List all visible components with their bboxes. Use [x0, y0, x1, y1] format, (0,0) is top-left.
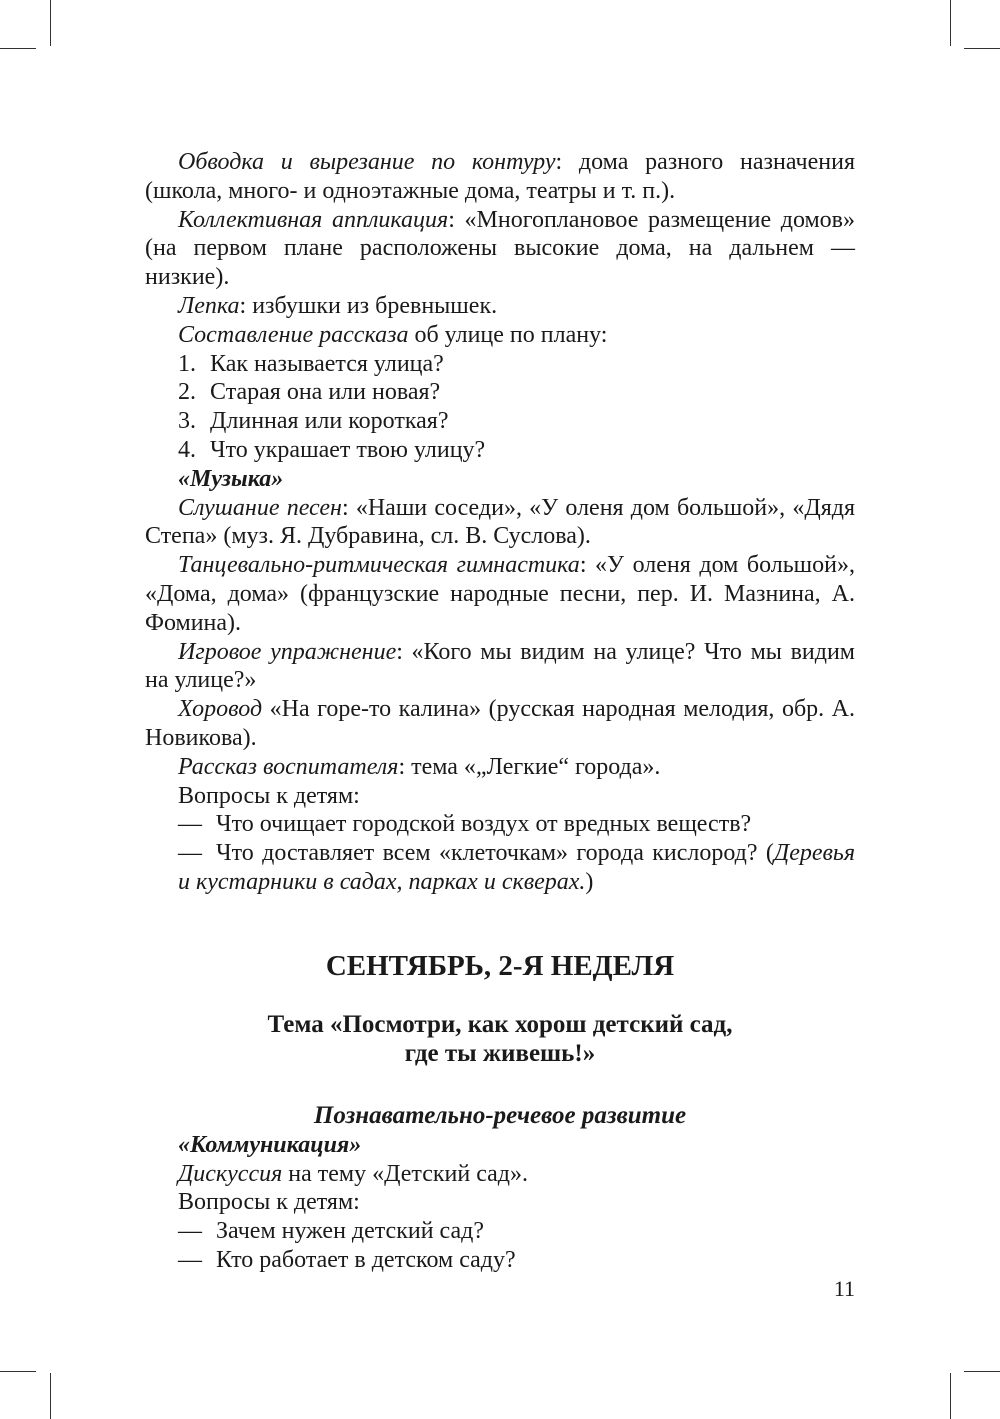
crop-mark	[950, 1373, 951, 1419]
crop-mark	[0, 48, 36, 49]
page-number: 11	[833, 1276, 855, 1301]
list-item: 1. Как называется улица?	[178, 350, 444, 377]
crop-mark	[950, 0, 951, 46]
question-item: — Что очищает городской воздух от вредных веществ?	[178, 811, 752, 838]
paragraph-game-exercise: Игровое упражнение: «Кого мы видим на улице? Что мы видим на улице?»	[145, 638, 855, 694]
theme-title-line1: Тема «Посмотри, как хорош детский сад,	[267, 1010, 733, 1038]
questions-label: Вопросы к детям:	[178, 1189, 360, 1216]
crop-mark	[50, 0, 51, 46]
paragraph-discussion: Дискуссия на тему «Детский сад».	[178, 1160, 528, 1187]
paragraph-gymnastics: Танцевально-ритмическая гимнастика: «У оленя дом большой», «Дома, дома» (французские народные песни, пер. И. Мазнина, А. Фомина).	[145, 552, 855, 636]
crop-mark	[0, 1371, 36, 1372]
communication-heading: «Коммуникация»	[178, 1131, 362, 1158]
paragraph-teacher-story: Рассказ воспитателя: тема «„Легкие“ города».	[178, 753, 661, 780]
page-content	[145, 148, 855, 1275]
music-heading: «Музыка»	[178, 465, 284, 492]
paragraph-applique: Коллективная аппликация: «Многоплановое размещение домов» (на первом плане расположены высокие дома, на дальнем — низкие).	[145, 206, 856, 291]
questions-label: Вопросы к детям:	[178, 782, 360, 809]
paragraph-story: Составление рассказа об улице по плану:	[178, 321, 608, 348]
crop-mark	[50, 1373, 51, 1419]
paragraph-tracing: Обводка и вырезание по контуру: дома разного назначения (школа, много- и одноэтажные дома, театры и т. п.).	[145, 149, 856, 204]
paragraph-listening: Слушание песен: «Наши соседи», «У оленя дом большой», «Дядя Степа» (муз. Я. Дубравина, сл. В. Суслова).	[145, 494, 855, 550]
list-item: 4. Что украшает твою улицу?	[178, 436, 486, 463]
section-title: СЕНТЯБРЬ, 2-Я НЕДЕЛЯ	[325, 949, 675, 982]
question-item: — Кто работает в детском саду?	[178, 1246, 516, 1273]
list-item: 3. Длинная или короткая?	[178, 408, 449, 435]
theme-title-line2: где ты живешь!»	[404, 1039, 596, 1067]
crop-mark	[964, 48, 1000, 49]
crop-mark	[964, 1371, 1000, 1372]
list-item: 2. Старая она или новая?	[178, 379, 441, 406]
subsection-title: Познавательно-речевое развитие	[313, 1101, 687, 1129]
paragraph-round-dance: Хоровод «На горе-то калина» (русская народная мелодия, обр. А. Новикова).	[145, 696, 855, 751]
paragraph-modeling: Лепка: избушки из бревнышек.	[178, 292, 498, 319]
question-item: — Что доставляет всем «клеточкам» города кислород? (Деревья и кустарники в садах, парках и скверах.)	[178, 840, 855, 895]
question-item: — Зачем нужен детский сад?	[178, 1218, 485, 1245]
